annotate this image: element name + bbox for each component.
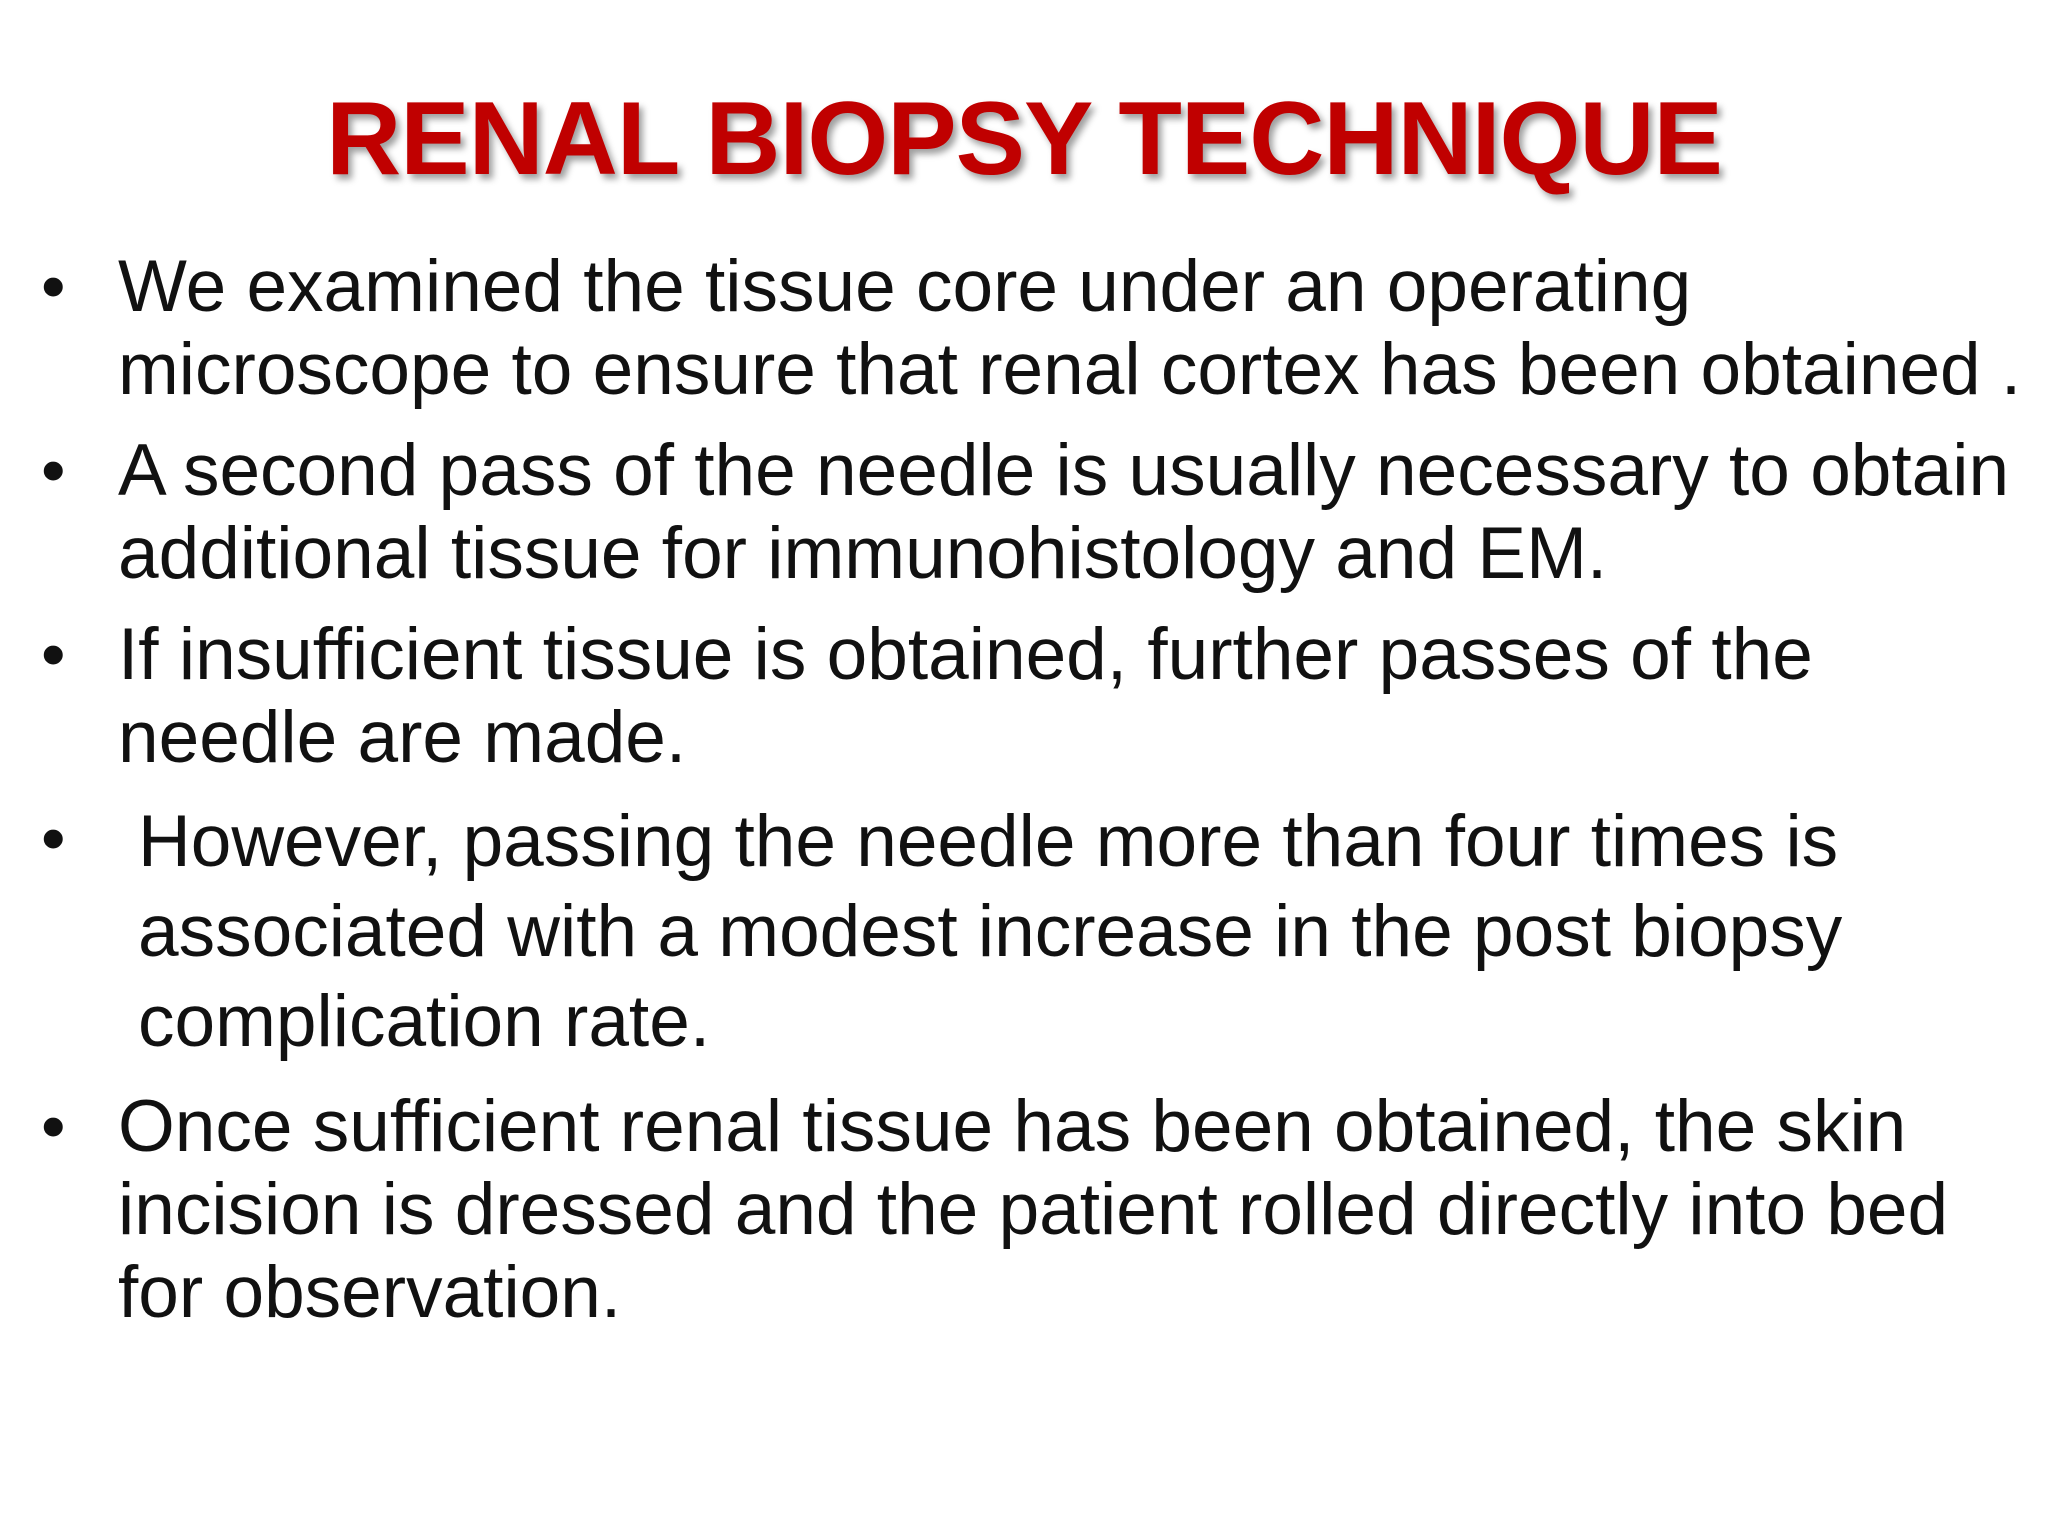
bullet-dot-icon: •: [41, 247, 66, 325]
bullet-item: [36, 613, 2026, 779]
bullet-item: [36, 429, 2026, 595]
bullet-text: Once sufficient renal tissue has been obtained, the skin incision is dressed and the patient rolled directly into bed for observation.: [118, 1086, 1949, 1333]
slide-title: RENAL BIOPSY TECHNIQUE: [326, 81, 1722, 197]
bullet-text: If insufficient tissue is obtained, further passes of the needle are made.: [118, 614, 1813, 778]
bullet-text: However, passing the needle more than four times is associated with a modest increase in the post biopsy complication rate.: [138, 801, 1843, 1062]
bullet-dot-icon: •: [41, 1087, 66, 1165]
bullet-item: [36, 797, 2026, 1067]
bullet-item: [36, 245, 2026, 411]
bullet-item: [36, 1085, 2026, 1334]
bullet-text: A second pass of the needle is usually necessary to obtain additional tissue for immunohistology and EM.: [118, 430, 2010, 594]
bullet-text: We examined the tissue core under an operating microscope to ensure that renal cortex has been obtained .: [118, 246, 2022, 410]
bullet-list: [36, 245, 2026, 1352]
bullet-dot-icon: •: [41, 799, 66, 877]
bullet-dot-icon: •: [41, 615, 66, 693]
bullet-dot-icon: •: [41, 431, 66, 509]
